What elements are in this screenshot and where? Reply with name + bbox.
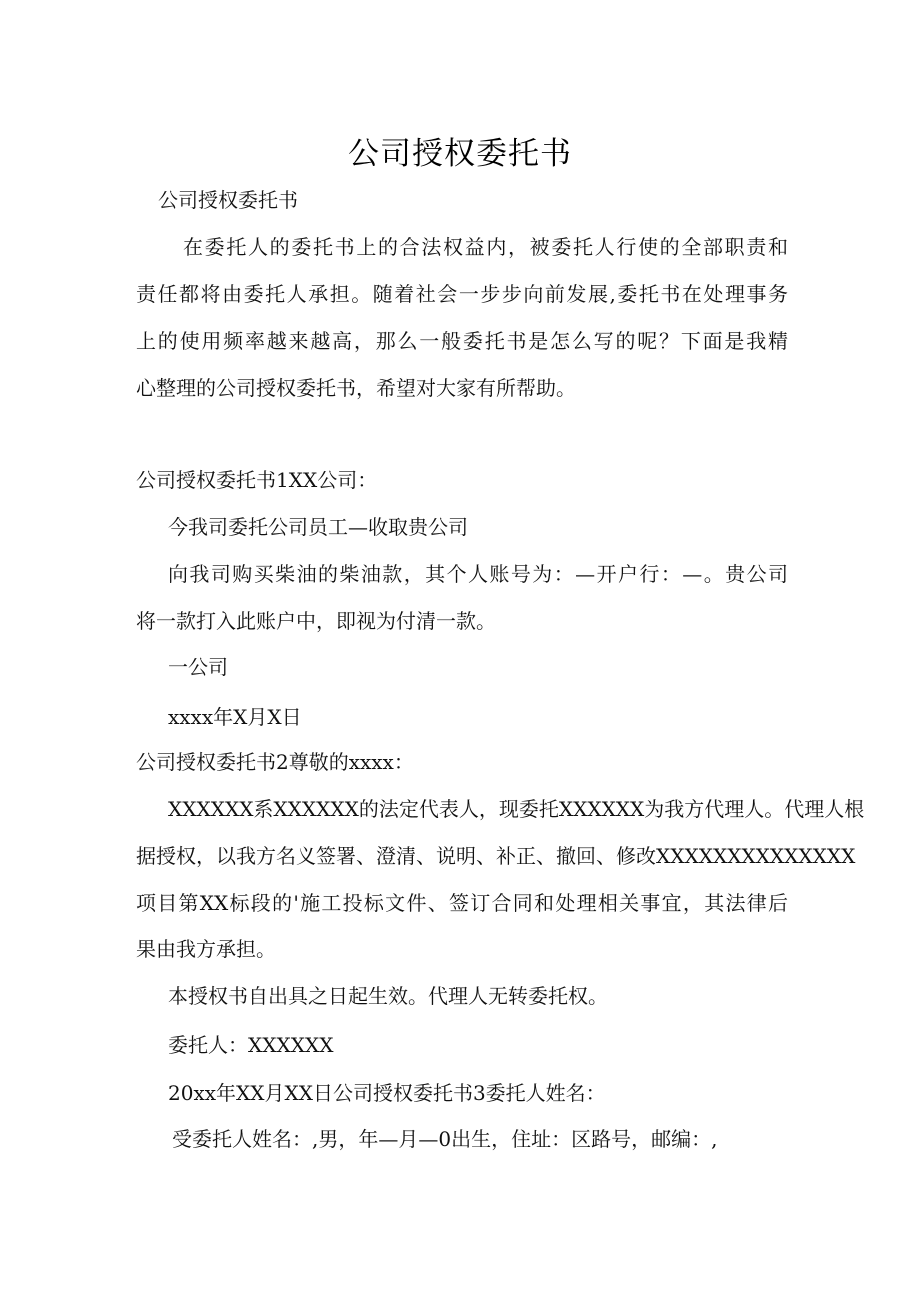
document-title: 公司授权委托书 — [348, 136, 572, 172]
section-heading-3: 20xx年XX月XX日公司授权委托书3委托人姓名： — [168, 1081, 606, 1105]
paragraph-line: 据授权，以我方名义签署、澄清、说明、补正、撤回、修改XXXXXXXXXXXXXX — [136, 844, 856, 868]
paragraph-line: 果由我方承担。 — [136, 937, 276, 961]
paragraph-line: 责任都将由委托人承担。随着社会一步步向前发展,委托书在处理事务 — [136, 282, 788, 306]
signature-principal: 委托人：XXXXXX — [168, 1033, 334, 1057]
section-heading-2: 公司授权委托书2尊敬的xxxx： — [136, 750, 414, 774]
paragraph-line: 上的使用频率越来越高，那么一般委托书是怎么写的呢？下面是我精 — [136, 329, 788, 353]
paragraph-line: 今我司委托公司员工—收取贵公司 — [168, 515, 468, 539]
signature-company: 一公司 — [168, 655, 228, 679]
signature-date: xxxx年X月X日 — [168, 705, 302, 729]
paragraph-line: XXXXXX系XXXXXX的法定代表人，现委托XXXXXX为我方代理人。代理人根 — [168, 797, 865, 821]
paragraph-line: 在委托人的委托书上的合法权益内，被委托人行使的全部职责和 — [183, 235, 788, 259]
paragraph-line: 将一款打入此账户中，即视为付清一款。 — [136, 609, 496, 633]
paragraph-line: 向我司购买柴油的柴油款，其个人账号为：—开户行：—。贵公司 — [168, 562, 788, 586]
paragraph-line: 项目第XX标段的'施工投标文件、签订合同和处理相关事宜，其法律后 — [136, 891, 788, 915]
paragraph-line: 受委托人姓名：,男，年—月—0出生，住址：区路号，邮编：, — [172, 1127, 718, 1151]
paragraph-line: 本授权书自出具之日起生效。代理人无转委托权。 — [168, 984, 608, 1008]
subtitle-line: 公司授权委托书 — [158, 188, 298, 212]
paragraph-line: 心整理的公司授权委托书，希望对大家有所帮助。 — [136, 376, 576, 400]
section-heading-1: 公司授权委托书1XX公司： — [136, 468, 378, 492]
